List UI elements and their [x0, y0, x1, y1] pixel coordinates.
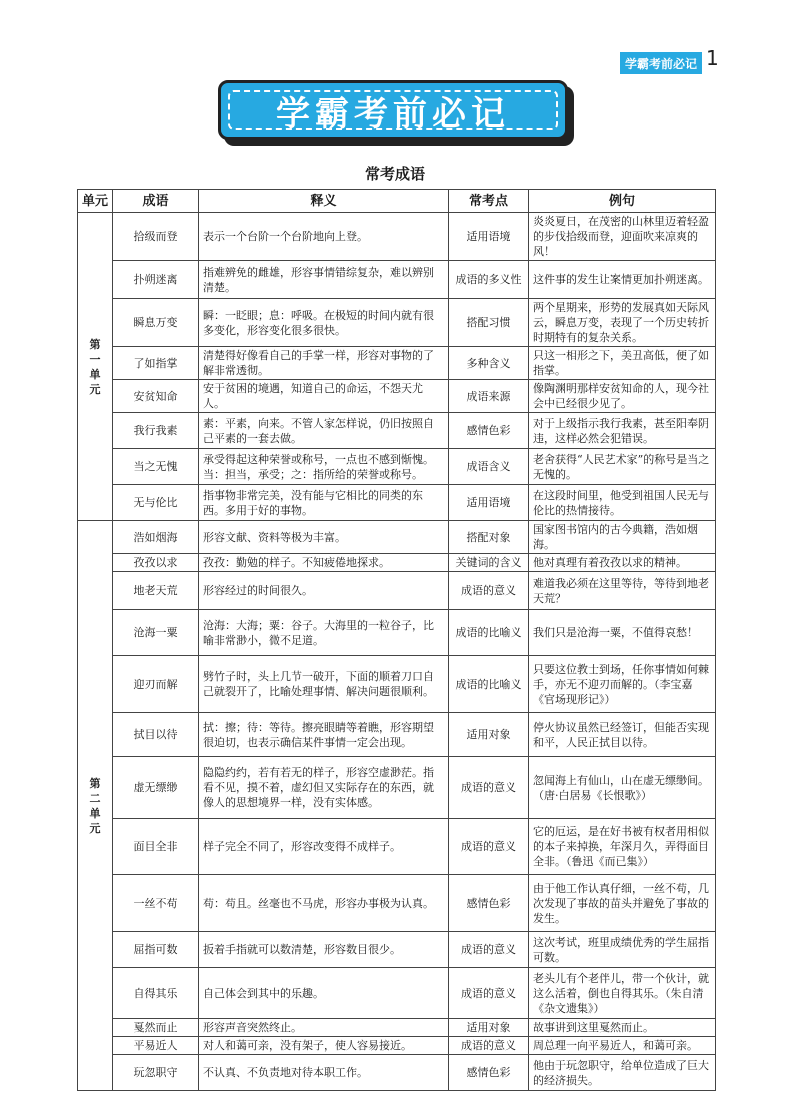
column-header-test-point: 常考点	[449, 190, 529, 213]
test-point-cell: 成语的多义性	[449, 261, 529, 299]
test-point-cell: 成语的意义	[449, 968, 529, 1019]
meaning-cell: 孜孜：勤勉的样子。不知疲倦地探求。	[199, 554, 449, 572]
table-row	[78, 449, 716, 485]
test-point-cell: 成语来源	[449, 380, 529, 413]
page-number: 1	[706, 46, 719, 70]
test-point-cell: 成语的意义	[449, 819, 529, 875]
meaning-cell: 扳着手指就可以数清楚，形容数目很少。	[199, 932, 449, 968]
idiom-cell: 屈指可数	[113, 932, 199, 968]
meaning-cell: 拭：擦；待：等待。擦亮眼睛等着瞧，形容期望很迫切，也表示确信某件事情一定会出现。	[199, 713, 449, 757]
table-row	[78, 299, 716, 347]
unit-cell	[78, 213, 113, 521]
test-point-cell: 适用对象	[449, 713, 529, 757]
example-cell: 只要这位教士到场，任你事情如何棘手，亦无不迎刃而解的。（李宝嘉《官场现形记》）	[529, 656, 716, 713]
idiom-cell: 拭目以待	[113, 713, 199, 757]
meaning-cell: 清楚得好像看自己的手掌一样，形容对事物的了解非常透彻。	[199, 347, 449, 380]
idiom-cell: 拾级而登	[113, 213, 199, 261]
idiom-cell: 一丝不苟	[113, 875, 199, 932]
meaning-cell: 不认真、不负责地对待本职工作。	[199, 1055, 449, 1091]
meaning-cell: 瞬：一眨眼；息：呼吸。在极短的时间内就有很多变化，形容变化很多很快。	[199, 299, 449, 347]
test-point-cell: 感情色彩	[449, 875, 529, 932]
idiom-cell: 安贫知命	[113, 380, 199, 413]
example-cell: 我们只是沧海一粟，不值得哀愁！	[529, 610, 716, 656]
test-point-cell: 成语的意义	[449, 757, 529, 819]
test-point-cell: 感情色彩	[449, 1055, 529, 1091]
table-row	[78, 521, 716, 554]
unit-label: 第一单元	[89, 337, 101, 396]
test-point-cell: 适用对象	[449, 1019, 529, 1037]
example-cell: 老头儿有个老伴儿，带一个伙计，就这么活着，倒也自得其乐。（朱自清《杂文遗集》）	[529, 968, 716, 1019]
table-row	[78, 213, 716, 261]
test-point-cell: 感情色彩	[449, 413, 529, 449]
meaning-cell: 样子完全不同了，形容改变得不成样子。	[199, 819, 449, 875]
example-cell: 炎炎夏日，在茂密的山林里迈着轻盈的步伐拾级而登，迎面吹来凉爽的风！	[529, 213, 716, 261]
column-header-unit: 单元	[78, 190, 113, 213]
test-point-cell: 成语的意义	[449, 572, 529, 610]
table-row	[78, 610, 716, 656]
meaning-cell: 对人和蔼可亲，没有架子，使人容易接近。	[199, 1037, 449, 1055]
table-body	[78, 213, 716, 1091]
example-cell: 停火协议虽然已经签订，但能否实现和平，人民正拭目以待。	[529, 713, 716, 757]
meaning-cell: 自己体会到其中的乐趣。	[199, 968, 449, 1019]
unit-cell	[78, 521, 113, 1091]
example-cell: 难道我必须在这里等待，等待到地老天荒？	[529, 572, 716, 610]
column-header-meaning: 释义	[199, 190, 449, 213]
test-point-cell: 成语的比喻义	[449, 656, 529, 713]
example-cell: 两个星期来，形势的发展真如天际风云，瞬息万变，表现了一个历史转折时期特有的复杂关系。	[529, 299, 716, 347]
idiom-table	[77, 189, 716, 1091]
meaning-cell: 形容声音突然终止。	[199, 1019, 449, 1037]
table-row	[78, 485, 716, 521]
example-cell: 对于上级指示我行我素，甚至阳奉阴违，这样必然会犯错误。	[529, 413, 716, 449]
meaning-cell: 沧海：大海；粟：谷子。大海里的一粒谷子，比喻非常渺小，微不足道。	[199, 610, 449, 656]
idiom-cell: 平易近人	[113, 1037, 199, 1055]
meaning-cell: 指事物非常完美，没有能与它相比的同类的东西。多用于好的事物。	[199, 485, 449, 521]
idiom-cell: 玩忽职守	[113, 1055, 199, 1091]
idiom-cell: 自得其乐	[113, 968, 199, 1019]
test-point-cell: 成语的意义	[449, 1037, 529, 1055]
meaning-cell: 隐隐约约，若有若无的样子，形容空虚渺茫。指看不见，摸不着，虚幻但又实际存在的东西，就像人的思想境界一样，没有实体感。	[199, 757, 449, 819]
idiom-cell: 扑朔迷离	[113, 261, 199, 299]
example-cell: 它的厄运，是在好书被有权者用相似的本子来掉换，年深月久，弄得面目全非。（鲁迅《而已集》）	[529, 819, 716, 875]
meaning-cell: 素：平素，向来。不管人家怎样说，仍旧按照自己平素的一套去做。	[199, 413, 449, 449]
example-cell: 这件事的发生让案情更加扑朔迷离。	[529, 261, 716, 299]
table-row	[78, 968, 716, 1019]
table-row	[78, 932, 716, 968]
example-cell: 只这一相形之下，美丑高低，便了如指掌。	[529, 347, 716, 380]
page-title: 学霸考前必记	[276, 93, 510, 134]
meaning-cell: 苟：苟且。丝毫也不马虎，形容办事极为认真。	[199, 875, 449, 932]
test-point-cell: 适用语境	[449, 213, 529, 261]
meaning-cell: 承受得起这种荣誉或称号，一点也不感到惭愧。当：担当，承受；之：指所给的荣誉或称号。	[199, 449, 449, 485]
meaning-cell: 表示一个台阶一个台阶地向上登。	[199, 213, 449, 261]
idiom-cell: 当之无愧	[113, 449, 199, 485]
example-cell: 国家图书馆内的古今典籍，浩如烟海。	[529, 521, 716, 554]
table-row	[78, 757, 716, 819]
table-row	[78, 819, 716, 875]
test-point-cell: 关键词的含义	[449, 554, 529, 572]
example-cell: 他对真理有着孜孜以求的精神。	[529, 554, 716, 572]
test-point-cell: 成语的比喻义	[449, 610, 529, 656]
test-point-cell: 多种含义	[449, 347, 529, 380]
table-row	[78, 572, 716, 610]
idiom-cell: 沧海一粟	[113, 610, 199, 656]
title-banner	[218, 80, 568, 140]
table-caption: 常考成语	[364, 165, 425, 183]
meaning-cell: 安于贫困的境遇，知道自己的命运，不怨天尤人。	[199, 380, 449, 413]
idiom-cell: 面目全非	[113, 819, 199, 875]
idiom-cell: 无与伦比	[113, 485, 199, 521]
meaning-cell: 形容文献、资料等极为丰富。	[199, 521, 449, 554]
table-row	[78, 1037, 716, 1055]
idiom-cell: 浩如烟海	[113, 521, 199, 554]
table-row	[78, 380, 716, 413]
idiom-cell: 虚无缥缈	[113, 757, 199, 819]
table-row	[78, 554, 716, 572]
test-point-cell: 成语的意义	[449, 932, 529, 968]
test-point-cell: 适用语境	[449, 485, 529, 521]
table-header-row	[78, 190, 716, 213]
section-tab: 学霸考前必记	[620, 52, 702, 74]
idiom-cell: 瞬息万变	[113, 299, 199, 347]
example-cell: 周总理一向平易近人，和蔼可亲。	[529, 1037, 716, 1055]
example-cell: 老舍获得“人民艺术家”的称号是当之无愧的。	[529, 449, 716, 485]
table-row	[78, 875, 716, 932]
idiom-cell: 戛然而止	[113, 1019, 199, 1037]
idiom-cell: 了如指掌	[113, 347, 199, 380]
meaning-cell: 形容经过的时间很久。	[199, 572, 449, 610]
example-cell: 在这段时间里，他受到祖国人民无与伦比的热情接待。	[529, 485, 716, 521]
example-cell: 这次考试，班里成绩优秀的学生屈指可数。	[529, 932, 716, 968]
example-cell: 像陶渊明那样安贫知命的人，现今社会中已经很少见了。	[529, 380, 716, 413]
table-row	[78, 1055, 716, 1091]
table-row	[78, 713, 716, 757]
example-cell: 由于他工作认真仔细，一丝不苟，几次发现了事故的苗头并避免了事故的发生。	[529, 875, 716, 932]
example-cell: 他由于玩忽职守，给单位造成了巨大的经济损失。	[529, 1055, 716, 1091]
column-header-idiom: 成语	[113, 190, 199, 213]
table-row	[78, 261, 716, 299]
idiom-cell: 我行我素	[113, 413, 199, 449]
table-row	[78, 656, 716, 713]
table-row	[78, 347, 716, 380]
idiom-cell: 地老天荒	[113, 572, 199, 610]
column-header-example: 例句	[529, 190, 716, 213]
idiom-cell: 迎刃而解	[113, 656, 199, 713]
example-cell: 忽闻海上有仙山，山在虚无缥缈间。（唐·白居易《长恨歌》）	[529, 757, 716, 819]
unit-label: 第二单元	[89, 776, 101, 835]
test-point-cell: 成语含义	[449, 449, 529, 485]
idiom-cell: 孜孜以求	[113, 554, 199, 572]
table-row	[78, 1019, 716, 1037]
meaning-cell: 指难辨免的雌雄，形容事情错综复杂，难以辨别清楚。	[199, 261, 449, 299]
meaning-cell: 劈竹子时，头上几节一破开，下面的顺着刀口自己就裂开了，比喻处理事情、解决问题很顺利。	[199, 656, 449, 713]
table-row	[78, 413, 716, 449]
test-point-cell: 搭配习惯	[449, 299, 529, 347]
test-point-cell: 搭配对象	[449, 521, 529, 554]
example-cell: 故事讲到这里戛然而止。	[529, 1019, 716, 1037]
